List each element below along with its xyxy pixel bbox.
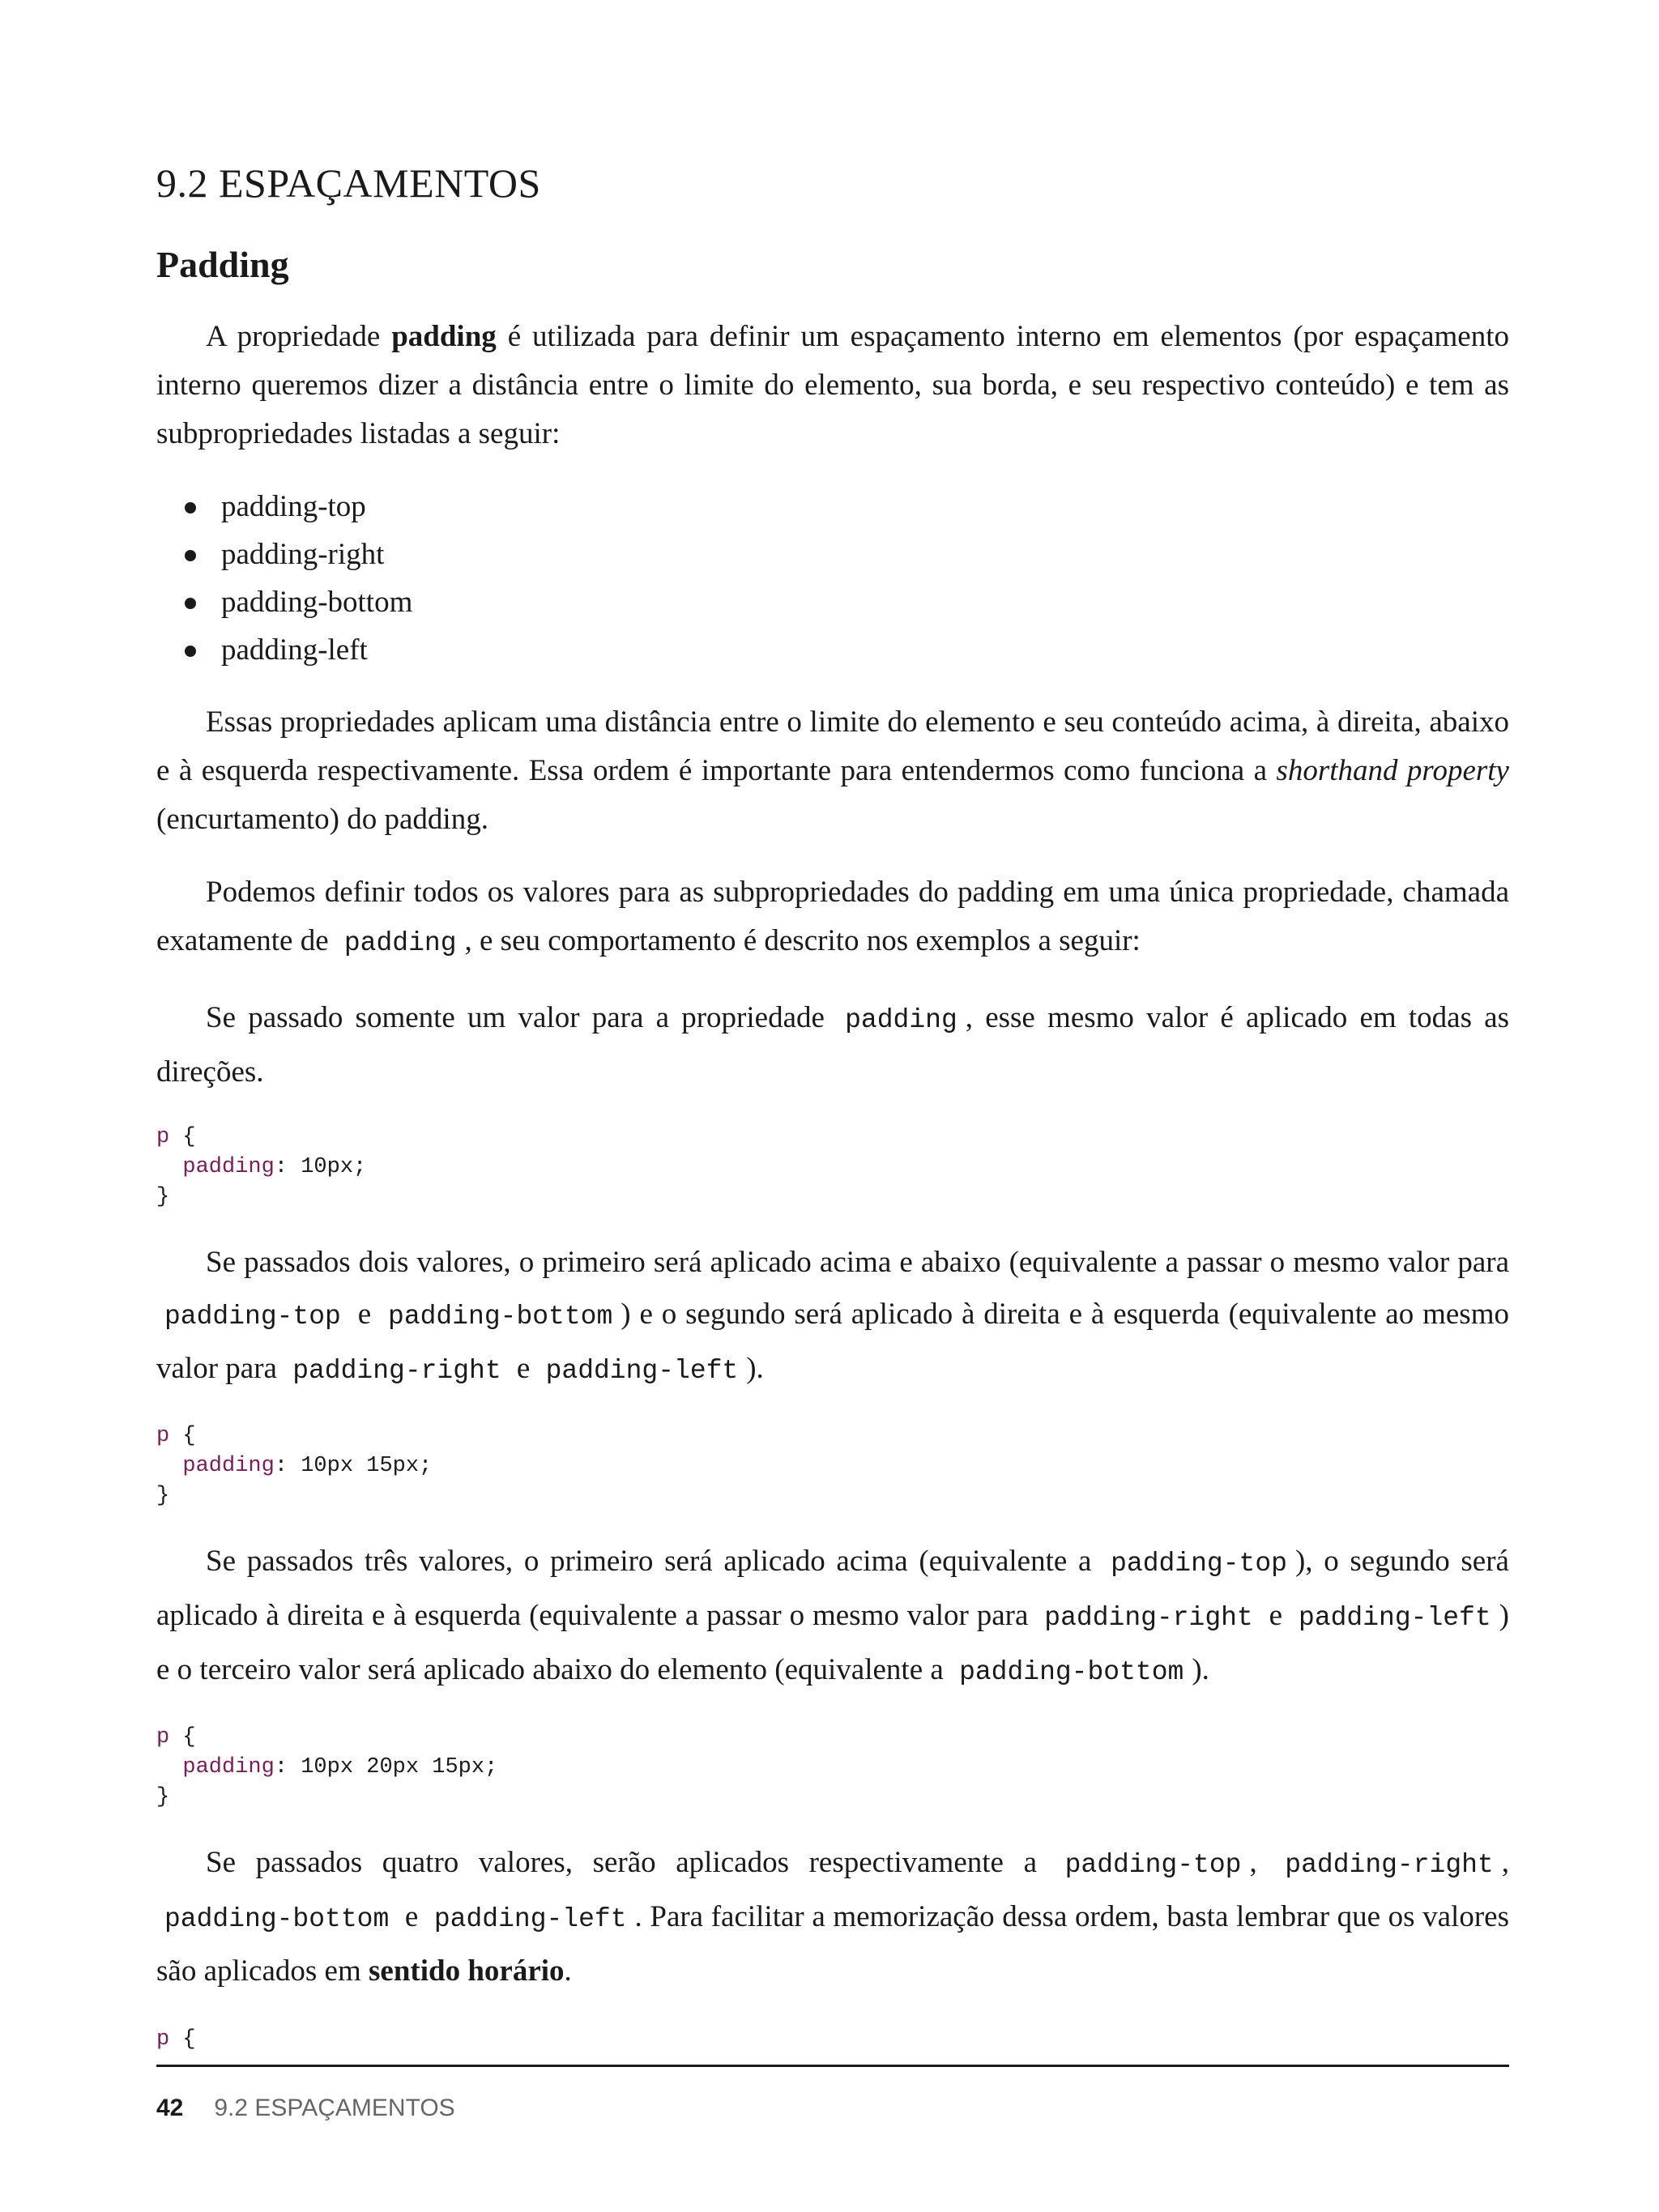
bullet-icon [185,598,196,609]
inline-code: padding-bottom [164,1904,390,1934]
page-number: 42 [156,2095,184,2121]
inline-code: padding-bottom [388,1302,613,1332]
inline-code: padding-left [1299,1603,1491,1633]
inline-code: padding [845,1005,957,1035]
bullet-icon [185,502,196,514]
bullet-icon [185,646,196,657]
paragraph-four-values: Se passados quatro valores, serão aplicados respectivamente a padding-top , padding-right , padding-bottom e padding-left . Para facilitar a memorização dessa ordem, basta lembrar que os valores são aplicados em sentido horário. [156,1846,1509,1988]
list-item: padding-left [156,626,1509,674]
paragraph-three-values: Se passados três valores, o primeiro será aplicado acima (equivalente a padding-top ), o segundo será aplicado à direita e à esquerda (equivalente a passar o mesmo valor para padding-right e padding-left ) e o terceiro valor será aplicado abaixo do elemento (equivalente a padding-bottom ). [156,1545,1509,1687]
inline-code: padding-right [1044,1603,1253,1633]
code-block-3: p { padding: 10px 20px 15px; } [156,1725,498,1809]
paragraph-shorthand: Podemos definir todos os valores para as subpropriedades do padding em uma única propriedade, chamada exatamente de padding , e seu comportamento é descrito nos exemplos a seguir: [156,876,1509,958]
inline-code: padding-top [164,1302,341,1332]
footer-section-title: 9.2 ESPAÇAMENTOS [214,2095,455,2121]
page-footer [156,2095,455,2122]
subsection-title: Padding [156,244,289,285]
inline-code: padding-top [1111,1549,1287,1579]
inline-code: padding-left [433,1904,627,1934]
list-item: padding-bottom [156,578,1509,626]
bold-term: padding [391,320,497,353]
list-item: padding-right [156,531,1509,578]
subproperty-list [156,483,1509,674]
inline-code: padding-left [545,1356,739,1386]
inline-code: padding-right [292,1356,501,1386]
section-title: 9.2 ESPAÇAMENTOS [156,160,541,206]
paragraph-order: Essas propriedades aplicam uma distância entre o limite do elemento e seu conteúdo acima, à direita, abaixo e à esquerda respectivamente. Essa ordem é importante para entendermos como funciona a shorthand property (encurtamento) do padding. [156,705,1509,836]
paragraph-intro: A propriedade padding é utilizada para definir um espaçamento interno em elementos (por espaçamento interno queremos dizer a distância entre o limite do elemento, sua borda, e seu respectivo conteúdo) e tem as subpropriedades listadas a seguir: [156,320,1509,450]
page-content [156,154,1509,1997]
bold-term: sentido horário [369,1954,565,1988]
inline-code: padding-top [1064,1850,1242,1880]
paragraph-one-value: Se passado somente um valor para a propriedade padding , esse mesmo valor é aplicado em todas as direções. [156,1001,1510,1089]
code-block-2: p { padding: 10px 15px; } [156,1424,433,1508]
list-item: padding-top [156,483,1509,531]
paragraph-two-values: Se passados dois valores, o primeiro será aplicado acima e abaixo (equivalente a passar o mesmo valor para padding-top e padding-bottom ) e o segundo será aplicado à direita e à esquerda (equivalente ao mesmo valor para padding-right e padding-left ). [156,1246,1509,1386]
inline-code: padding-bottom [959,1657,1184,1687]
code-block-1: p { padding: 10px; } [156,1125,367,1209]
inline-code: padding-right [1285,1850,1494,1880]
inline-code: padding [343,928,457,958]
italic-term: shorthand property [1276,754,1509,787]
footer-divider [156,2065,1509,2067]
code-block-4: p { [156,2027,196,2052]
bullet-icon [185,550,196,561]
